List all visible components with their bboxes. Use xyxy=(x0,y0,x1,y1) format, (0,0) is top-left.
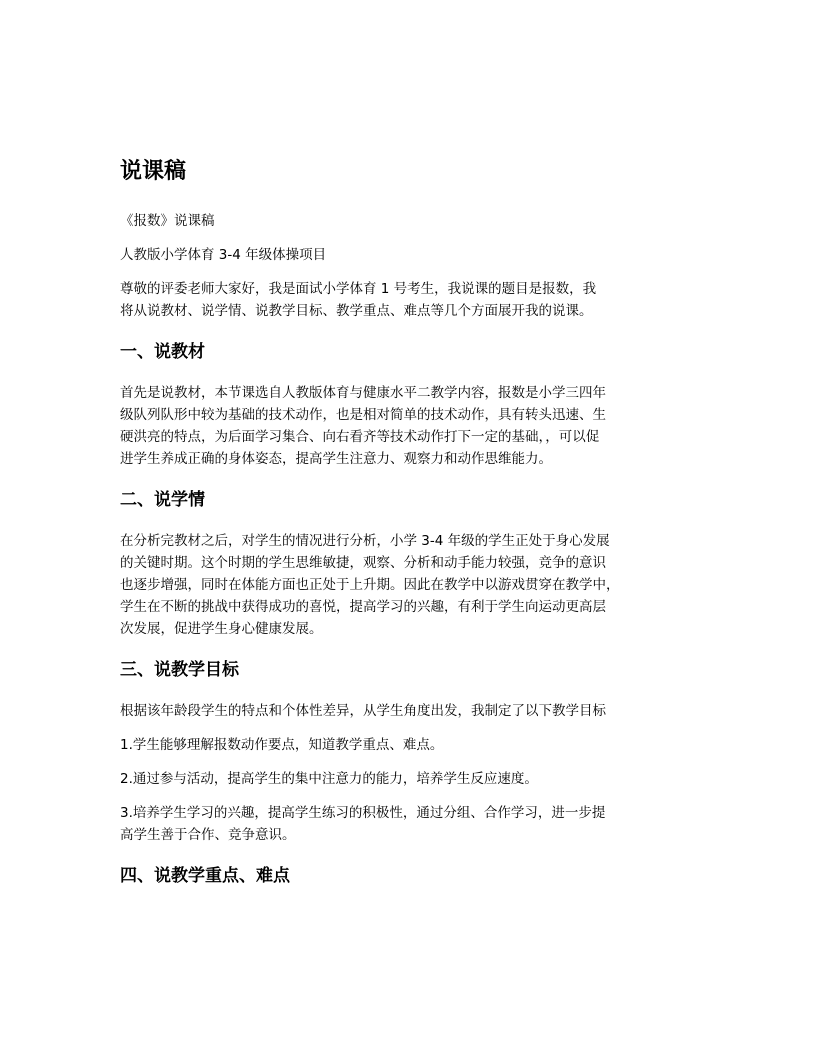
objective-item-3 xyxy=(120,802,702,846)
paragraph-line: 的关键时期。这个时期的学生思维敏捷，观察、分析和动手能力较强，竞争的意识 xyxy=(120,555,606,571)
students-paragraph xyxy=(120,530,702,640)
intro-paragraph xyxy=(120,278,702,322)
paragraph-line: 级队列队形中较为基础的技术动作，也是相对简单的技术动作，具有转头迅速、生 xyxy=(120,407,606,423)
paragraph-line: 1.学生能够理解报数动作要点，知道教学重点、难点。 xyxy=(120,737,444,753)
section-heading-key-points: 四、说教学重点、难点 xyxy=(120,866,290,886)
paragraph-line: 尊敬的评委老师大家好，我是面试小学体育 1 号考生，我说课的题目是报数，我 xyxy=(120,281,597,297)
objectives-intro-paragraph xyxy=(120,700,702,722)
paragraph-line: 进学生养成正确的身体姿态，提高学生注意力、观察力和动作思维能力。 xyxy=(120,451,552,467)
objective-item-2 xyxy=(120,768,702,790)
document-page xyxy=(120,152,702,891)
paragraph-line: 硬洪亮的特点，为后面学习集合、向右看齐等技术动作打下一定的基础，，可以促 xyxy=(120,429,600,445)
section-heading-students: 二、说学情 xyxy=(120,490,205,510)
paragraph-line: 3.培养学生学习的兴趣，提高学生练习的积极性，通过分组、合作学习，进一步提 xyxy=(120,805,606,821)
paragraph-line: 次发展，促进学生身心健康发展。 xyxy=(120,621,323,637)
objective-item-1 xyxy=(120,734,702,756)
paragraph-line: 学生在不断的挑战中获得成功的喜悦，提高学习的兴趣，有利于学生向运动更高层 xyxy=(120,599,606,615)
subtitle-line: 《报数》说课稿 xyxy=(120,213,215,229)
course-info xyxy=(120,244,702,266)
paragraph-line: 也逐步增强，同时在体能方面也正处于上升期。因此在教学中以游戏贯穿在教学中， xyxy=(120,577,620,593)
textbook-paragraph xyxy=(120,382,702,470)
paragraph-line: 首先是说教材，本节课选自人教版体育与健康水平二教学内容，报数是小学三四年 xyxy=(120,385,606,401)
paragraph-line: 将从说教材、说学情、说教学目标、教学重点、难点等几个方面展开我的说课。 xyxy=(120,303,593,319)
paragraph-line: 根据该年龄段学生的特点和个体性差异，从学生角度出发，我制定了以下教学目标 xyxy=(120,703,606,719)
section-heading-textbook: 一、说教材 xyxy=(120,342,205,362)
course-info-line: 人教版小学体育 3-4 年级体操项目 xyxy=(120,247,327,263)
paragraph-line: 2.通过参与活动，提高学生的集中注意力的能力，培养学生反应速度。 xyxy=(120,771,538,787)
paragraph-line: 在分析完教材之后，对学生的情况进行分析，小学 3-4 年级的学生正处于身心发展 xyxy=(120,533,610,549)
section-heading-objectives: 三、说教学目标 xyxy=(120,660,239,680)
subtitle xyxy=(120,210,702,232)
paragraph-line: 高学生善于合作、竞争意识。 xyxy=(120,827,296,843)
document-title: 说课稿 xyxy=(120,159,187,184)
